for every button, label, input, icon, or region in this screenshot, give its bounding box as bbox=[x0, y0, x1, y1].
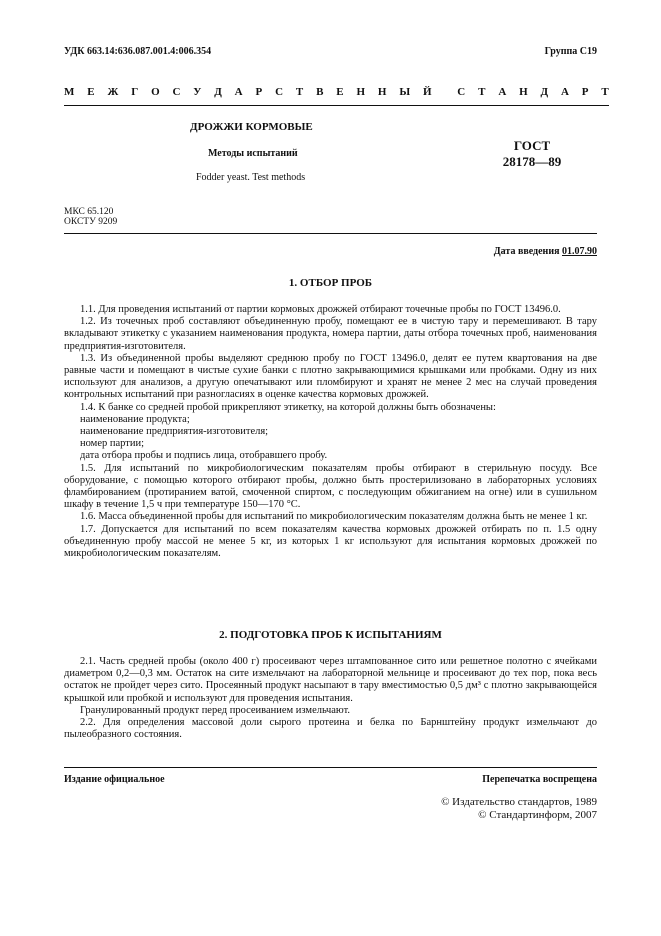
section-2-paragraph: 2.1. Часть средней пробы (около 400 г) просеивают через штампованное сито или решетное полотно с ячейками диаметром 0,2—0,3 мм. Остаток на сите измельчают на лабораторной мельнице и просеивают до тех пор, пока весь остаток не пройдет через сито. Просеянный продукт насыпают в тару вместимостью 0,5 дм³ с плотно закрывающейся крышкой или пробкой и используют для проведения испытания. bbox=[64, 656, 597, 704]
interstate-letter: Д bbox=[540, 86, 549, 98]
section-2-body bbox=[64, 656, 597, 741]
header-divider bbox=[64, 105, 609, 106]
interstate-letter: В bbox=[316, 86, 324, 98]
interstate-letter: С bbox=[457, 86, 466, 98]
okstu-code: ОКСТУ 9209 bbox=[64, 217, 118, 227]
interstate-letter: Н bbox=[519, 86, 528, 98]
section-2-paragraph: 2.2. Для определения массовой доли сырого протеина и белка по Барнштейну продукт измельчают до пылеобразного состояния. bbox=[64, 717, 597, 741]
interstate-letter: А bbox=[498, 86, 507, 98]
interstate-letter: Н bbox=[377, 86, 387, 98]
interstate-letter: Т bbox=[295, 86, 304, 98]
section-1-paragraph: номер партии; bbox=[80, 438, 144, 450]
section-2-title: 2. ПОДГОТОВКА ПРОБ К ИСПЫТАНИЯМ bbox=[219, 629, 442, 641]
gost-label: ГОСТ bbox=[513, 138, 551, 153]
reprint-prohibited-note: Перепечатка воспрещена bbox=[482, 774, 597, 785]
section-1-title: 1. ОТБОР ПРОБ bbox=[288, 277, 373, 289]
section-1-paragraph: 1.2. Из точечных проб составляют объединенную пробу, помещают ее в чистую тару и перемешивают. В тару вкладывают этикетку с указанием наименования продукта, номера партии, даты отбора точечных проб, наименования предприятия-изготовителя. bbox=[64, 316, 597, 352]
interstate-letter: Р bbox=[581, 86, 589, 98]
section-1-paragraph: 1.7. Допускается для испытаний по всем показателям качества кормовых дрожжей отбирать по п. 1.5 одну объединенную пробу массой не менее 5 кг, из которых 1 кг используют для испытания кормовых дрожжей по микробиологическим показателям. bbox=[64, 523, 597, 560]
interstate-letter: М bbox=[64, 86, 75, 98]
gost-designation bbox=[482, 138, 582, 170]
section-1-paragraph: 1.3. Из объединенной пробы выделяют среднюю пробу по ГОСТ 13496.0, делят ее путем квартования на две равные части и помещают в чистые сухие банки с плотно закрывающимися крышками или пробками. Одну из них используют для анализов, а другую опечатывают или пломбируют и хранят не менее 2 мес на случай проведения контрольных испытаний при разногласиях в оценке качества кормовых дрожжей. bbox=[64, 352, 597, 401]
copyright-block bbox=[441, 796, 597, 822]
effective-date bbox=[494, 246, 597, 257]
section-1-paragraph: 1.5. Для испытаний по микробиологическим показателям пробы отбирают в стерильную посуду. Все оборудование, с помощью которого отбирают пробы, должно быть простерилизовано в лабораторных условиях фламбированием (протиранием ватой, смоченной спиртом, с последующим обжиганием на огне) или в сушильном шкафу в течение 1,5 ч при температуре 150—170 °С. bbox=[64, 462, 597, 511]
footer-divider bbox=[64, 767, 597, 768]
section-2-paragraph: Гранулированный продукт перед просеиванием измельчают. bbox=[80, 704, 351, 716]
interstate-letter: Й bbox=[423, 86, 432, 98]
section-1-paragraph: 1.1. Для проведения испытаний от партии кормовых дрожжей отбирают точечные пробы по ГОСТ 13496.0. bbox=[80, 304, 561, 315]
effective-date-label: Дата введения bbox=[493, 246, 560, 257]
group-code: Группа С19 bbox=[544, 46, 597, 57]
interstate-letter: А bbox=[560, 86, 569, 98]
interstate-letter: Н bbox=[356, 86, 366, 98]
section-1-paragraph: наименование предприятия-изготовителя; bbox=[80, 426, 269, 438]
interstate-letter: Т bbox=[601, 86, 609, 98]
official-edition-note: Издание официальное bbox=[64, 774, 165, 785]
classification-codes bbox=[64, 207, 117, 227]
section-1-paragraph: наименование продукта; bbox=[80, 413, 190, 425]
interstate-letter: Г bbox=[131, 86, 139, 98]
interstate-letter: Ы bbox=[399, 86, 411, 98]
interstate-letter: Т bbox=[478, 86, 486, 98]
section-1-paragraph: 1.4. К банке со средней пробой прикрепляют этикетку, на которой должны быть обозначены: bbox=[80, 401, 496, 413]
document-subtitle: Методы испытаний bbox=[208, 148, 298, 159]
interstate-letter: Е bbox=[87, 86, 95, 98]
mks-code: МКС 65.120 bbox=[64, 207, 114, 217]
document-title: ДРОЖЖИ КОРМОВЫЕ bbox=[190, 121, 313, 133]
interstate-letter: С bbox=[275, 86, 284, 98]
interstate-letter: А bbox=[234, 86, 243, 98]
interstate-letter: С bbox=[172, 86, 181, 98]
section-1-paragraph: дата отбора пробы и подпись лица, отобравшего пробу. bbox=[80, 450, 328, 462]
copyright-line-2: © Стандартинформ, 2007 bbox=[478, 809, 597, 821]
interstate-letter: Е bbox=[336, 86, 344, 98]
interstate-standard-heading bbox=[64, 86, 609, 98]
copyright-line-1: © Издательство стандартов, 1989 bbox=[441, 796, 597, 808]
interstate-letter: Р bbox=[255, 86, 263, 98]
effective-date-value: 01.07.90 bbox=[562, 246, 597, 257]
gost-number: 28178—89 bbox=[502, 154, 562, 169]
document-title-english: Fodder yeast. Test methods bbox=[196, 172, 306, 183]
section-1-paragraph: 1.6. Масса объединенной пробы для испытаний по микробиологическим показателям должна быть не менее 1 кг. bbox=[80, 511, 588, 523]
interstate-letter: О bbox=[151, 86, 160, 98]
classification-divider bbox=[64, 233, 597, 234]
interstate-letter: Д bbox=[214, 86, 222, 98]
udk-code: УДК 663.14:636.087.001.4:006.354 bbox=[64, 46, 212, 57]
section-1-body bbox=[64, 304, 597, 560]
interstate-letter: У bbox=[193, 86, 202, 98]
interstate-letter: Ж bbox=[107, 86, 119, 98]
